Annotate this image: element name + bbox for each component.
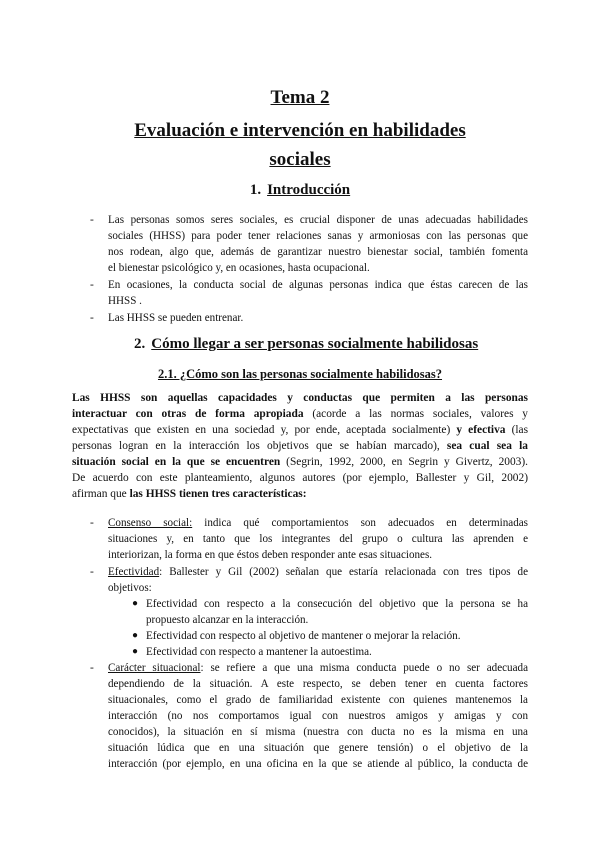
text-line: Efectividad con respecto a la consecución del objetivo que la persona se ha xyxy=(146,598,528,610)
section-number: 2. xyxy=(134,336,146,352)
definition-paragraph xyxy=(72,390,528,502)
text-span: indica qué comportamientos son adecuados en determinadas xyxy=(192,517,528,529)
text-bold: sea cual sea la xyxy=(439,440,528,452)
section-number: 1. xyxy=(249,182,262,198)
list-item xyxy=(108,212,528,276)
term-label: Efectividad xyxy=(108,566,160,578)
text-line: nos rodean, algo que, además de garantizar nuestro bienestar social, también fomenta xyxy=(108,246,528,258)
text-bold: situación social en la que se encuentren xyxy=(72,456,281,468)
list-item xyxy=(108,277,528,309)
text-line: objetivos: xyxy=(108,582,152,594)
text-line: propuesto alcanzar en la interacción. xyxy=(146,614,309,626)
text-line xyxy=(72,438,528,454)
subsection-heading: 2.1. ¿Cómo son las personas socialmente habilidosas? xyxy=(157,367,443,381)
text-bold: las HHSS tienen tres características: xyxy=(129,488,307,500)
document-title-line-2: sociales xyxy=(269,149,331,170)
text-bold: y efectiva xyxy=(450,424,506,436)
sub-bullet-item xyxy=(146,644,528,660)
text-line xyxy=(72,486,528,502)
text-span: afirman que xyxy=(72,488,130,500)
text-line: interacción (por ejemplo, en una oficina en la que se atiende al público, la conducta de xyxy=(108,758,528,770)
text-span: : Ballester y Gil (2002) señalan que estaría relacionada con tres tipos de xyxy=(159,566,528,578)
text-line: En ocasiones, la conducta social de algunas personas indica que éstas carecen de las xyxy=(108,279,528,291)
list-dash: - xyxy=(90,662,94,674)
section-title: Cómo llegar a ser personas socialmente habilidosas xyxy=(151,336,479,352)
text-line: De acuerdo con este planteamiento, algunos autores (por ejemplo, Ballester y Gil, 2002) xyxy=(72,472,528,484)
text-line: sociales (HHSS) para poder tener relaciones sanas y armoniosas con las personas que xyxy=(108,230,528,242)
list-dash: - xyxy=(90,566,94,578)
text-span: expectativas que existen en una sociedad y, por ende, aceptada socialmente) xyxy=(72,424,451,436)
text-span: (Segrin, 1992, 2000, en Segrin y Givertz, 2003). xyxy=(280,456,529,468)
text-line: Las HHSS son aquellas capacidades y conductas que permiten a las personas xyxy=(72,392,528,404)
list-dash: - xyxy=(90,279,94,291)
text-line: Efectividad con respecto al objetivo de mantener o mejorar la relación. xyxy=(146,630,461,642)
text-line: interiorizan, la forma en que éstos deben responder ante esas situaciones. xyxy=(108,549,433,561)
text-line xyxy=(72,454,528,470)
list-dash: - xyxy=(90,517,94,529)
sub-bullet-item xyxy=(146,628,528,644)
text-line: HHSS . xyxy=(108,295,142,307)
bullet-dot-icon: ● xyxy=(132,646,139,657)
list-dash: - xyxy=(90,214,94,226)
section-2-heading xyxy=(134,336,534,353)
text-span: (las xyxy=(505,424,529,436)
text-bold: interactuar con otras de forma apropiada xyxy=(72,408,304,420)
text-line: Las HHSS se pueden entrenar. xyxy=(108,312,244,324)
text-line xyxy=(108,564,528,580)
bullet-dot-icon: ● xyxy=(132,598,139,609)
text-line: situación lúdica que en una situación que genere tensión) o el objetivo de la xyxy=(108,742,528,754)
text-line xyxy=(72,406,528,422)
text-line: Efectividad con respecto a mantener la autoestima. xyxy=(146,646,372,658)
text-span: (acorde a las normas sociales, valores y xyxy=(303,408,528,420)
term-label: Carácter situacional xyxy=(108,662,201,674)
characteristic-item xyxy=(108,515,528,563)
text-line xyxy=(72,422,528,438)
term-label: Consenso social: xyxy=(108,517,193,529)
text-span: : se refiere a que una misma conducta puede o no ser adecuada xyxy=(200,662,529,674)
section-1-heading xyxy=(0,182,600,199)
section-title: Introducción xyxy=(267,182,351,198)
text-line: Las personas somos seres sociales, es crucial disponer de unas adecuadas habilidades xyxy=(108,214,528,226)
text-line xyxy=(108,515,528,531)
text-span: personas logran en la interacción los objetivos que se habían marcado), xyxy=(72,440,440,452)
sub-bullet-item xyxy=(146,596,528,628)
text-line: interacción (no nos comportamos igual con nuestros amigos y amigas y con xyxy=(108,710,528,722)
text-line: situaciones y, en tanto que los integrantes del grupo o cultura las aprenden e xyxy=(108,533,528,545)
text-line: dependiendo de la situación. A este respecto, se deben tener en cuenta factores xyxy=(108,678,528,690)
text-line: conocidos), la situación en sí misma (nuestra con ducta no es la misma en una xyxy=(108,726,528,738)
characteristic-item xyxy=(108,660,528,772)
text-line: situacionales, como el grado de familiaridad existente con quienes mantenemos la xyxy=(108,694,528,706)
list-dash: - xyxy=(90,312,94,324)
text-line xyxy=(108,660,528,676)
list-item xyxy=(108,310,528,326)
text-line: el bienestar psicológico y, en ocasiones, hasta ocupacional. xyxy=(108,262,370,274)
characteristic-item xyxy=(108,564,528,596)
topic-heading: Tema 2 xyxy=(270,87,330,108)
bullet-dot-icon: ● xyxy=(132,630,139,641)
document-title-line-1: Evaluación e intervención en habilidades xyxy=(134,120,466,141)
